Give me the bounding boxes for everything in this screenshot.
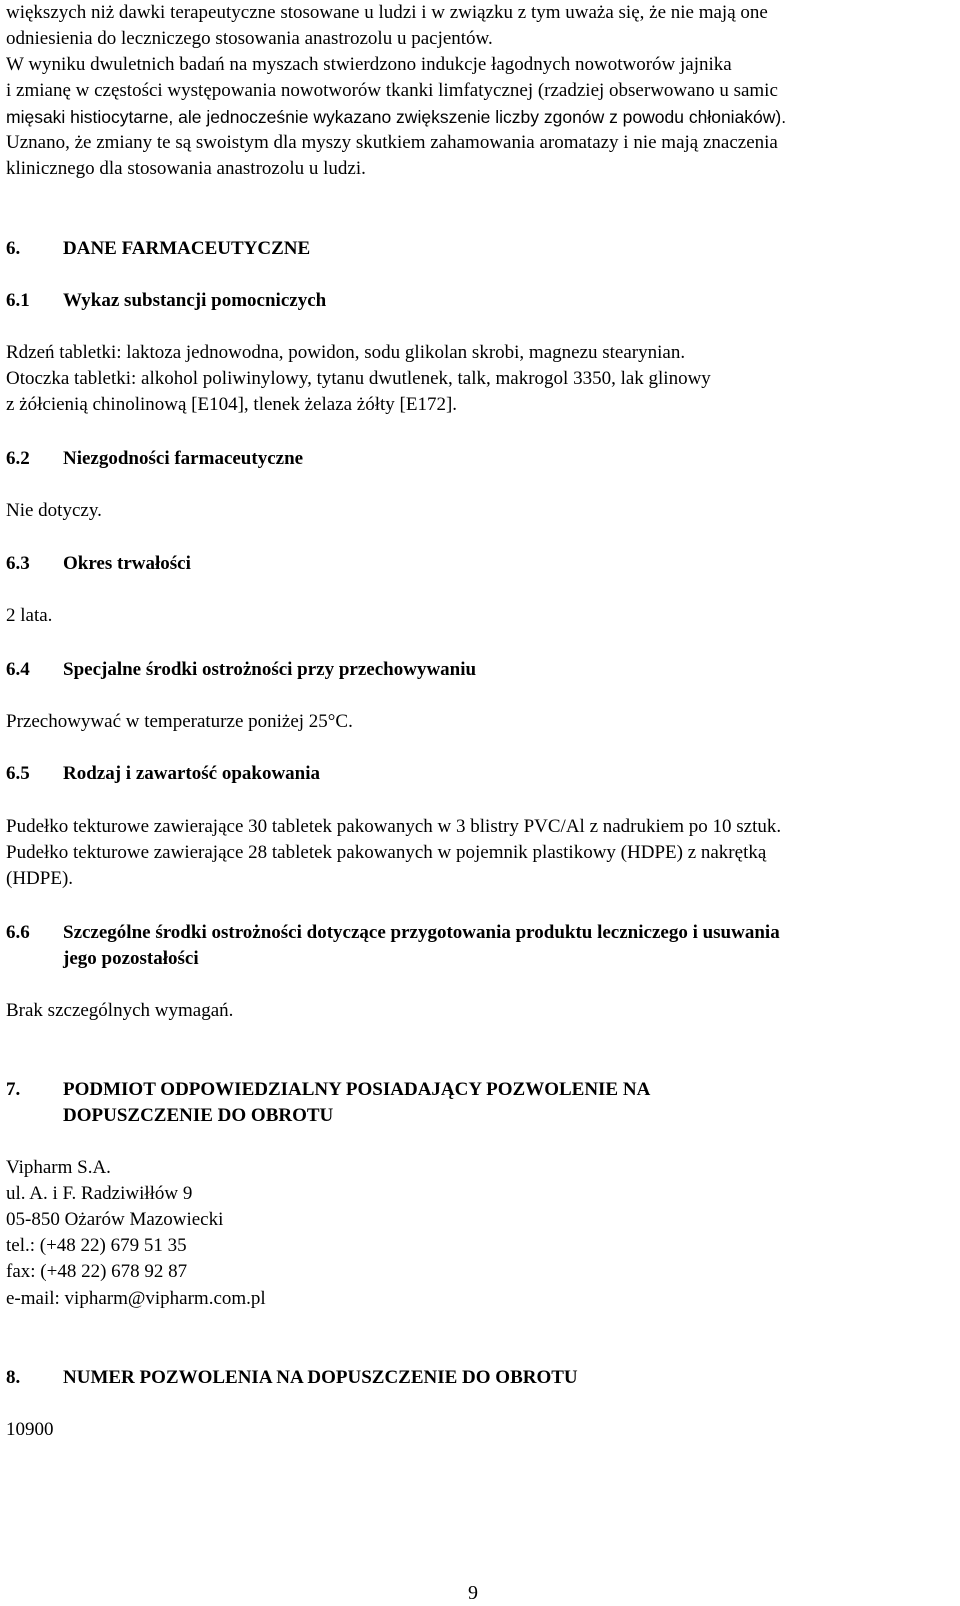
section-title: Specjalne środki ostrożności przy przechowywaniu — [63, 659, 477, 680]
company-name: Vipharm S.A. — [6, 1157, 111, 1178]
section-title: Rodzaj i zawartość opakowania — [63, 763, 321, 784]
section-heading-6-3 — [6, 551, 191, 577]
section-heading-8 — [6, 1365, 578, 1391]
email: e-mail: vipharm@vipharm.com.pl — [6, 1288, 266, 1309]
text-line: W wyniku dwuletnich badań na myszach stwierdzono indukcje łagodnych nowotworów jajnika — [6, 54, 732, 75]
postal-city: 05-850 Ożarów Mazowiecki — [6, 1209, 224, 1230]
section-number: 6.3 — [6, 553, 30, 574]
text-line: mięsaki histiocytarne, ale jednocześnie wykazano zwiększenie liczby zgonów z powodu chłoniaków). — [6, 107, 787, 127]
section-heading-6-6 — [6, 920, 780, 946]
section-title: NUMER POZWOLENIA NA DOPUSZCZENIE DO OBROTU — [63, 1367, 578, 1388]
section-title: Niezgodności farmaceutyczne — [63, 448, 304, 469]
page-number: 9 — [468, 1582, 478, 1604]
text-line: Pudełko tekturowe zawierające 28 tabletek pakowanych w pojemnik plastikowy (HDPE) z nakrętką — [6, 842, 767, 863]
section-title-continued: jego pozostałości — [63, 948, 199, 969]
text-line: Otoczka tabletki: alkohol poliwinylowy, tytanu dwutlenek, talk, makrogol 3350, lak glinowy — [6, 368, 711, 389]
section-heading-6-1 — [6, 288, 326, 314]
text-line: Pudełko tekturowe zawierające 30 tabletek pakowanych w 3 blistry PVC/Al z nadrukiem po 10 sztuk. — [6, 816, 782, 837]
section-number: 8. — [6, 1367, 21, 1388]
section-number: 7. — [6, 1079, 21, 1100]
section-title: Szczególne środki ostrożności dotyczące przygotowania produktu leczniczego i usuwania — [63, 922, 780, 943]
section-text: Przechowywać w temperaturze poniżej 25°C. — [6, 711, 353, 732]
section-title: Wykaz substancji pomocniczych — [63, 290, 327, 311]
section-heading-7 — [6, 1077, 650, 1103]
authorization-number: 10900 — [6, 1419, 54, 1440]
text-line: większych niż dawki terapeutyczne stosowane u ludzi i w związku z tym uważa się, że nie mają one — [6, 2, 768, 23]
section-heading-6-2 — [6, 446, 303, 472]
section-heading-6-5 — [6, 761, 320, 787]
text-line: Uznano, że zmiany te są swoistym dla myszy skutkiem zahamowania aromatazy i nie mają znaczenia — [6, 132, 778, 153]
text-line: odniesienia do leczniczego stosowania anastrozolu u pacjentów. — [6, 28, 493, 49]
fax: fax: (+48 22) 678 92 87 — [6, 1261, 188, 1282]
section-number: 6.2 — [6, 448, 30, 469]
section-number: 6. — [6, 238, 21, 259]
section-title: Okres trwałości — [63, 553, 191, 574]
section-title-continued: DOPUSZCZENIE DO OBROTU — [63, 1105, 334, 1126]
text-line: klinicznego dla stosowania anastrozolu u ludzi. — [6, 158, 366, 179]
section-heading-6 — [6, 236, 310, 262]
text-line: (HDPE). — [6, 868, 74, 889]
section-title: PODMIOT ODPOWIEDZIALNY POSIADAJĄCY POZWOLENIE NA — [63, 1079, 651, 1100]
section-number: 6.6 — [6, 922, 30, 943]
text-line: z żółcienią chinolinową [E104], tlenek żelaza żółty [E172]. — [6, 394, 458, 415]
section-heading-6-4 — [6, 657, 476, 683]
text-line: Rdzeń tabletki: laktoza jednowodna, powidon, sodu glikolan skrobi, magnezu stearynian. — [6, 342, 686, 363]
section-title: DANE FARMACEUTYCZNE — [63, 238, 311, 259]
section-number: 6.5 — [6, 763, 30, 784]
street-address: ul. A. i F. Radziwiłłów 9 — [6, 1183, 193, 1204]
section-number: 6.4 — [6, 659, 30, 680]
section-text: 2 lata. — [6, 605, 53, 626]
section-text: Nie dotyczy. — [6, 500, 102, 521]
section-number: 6.1 — [6, 290, 30, 311]
phone: tel.: (+48 22) 679 51 35 — [6, 1235, 187, 1256]
section-text: Brak szczególnych wymagań. — [6, 1000, 234, 1021]
text-line: i zmianę w częstości występowania nowotworów tkanki limfatycznej (rzadziej obserwowano u samic — [6, 80, 778, 101]
